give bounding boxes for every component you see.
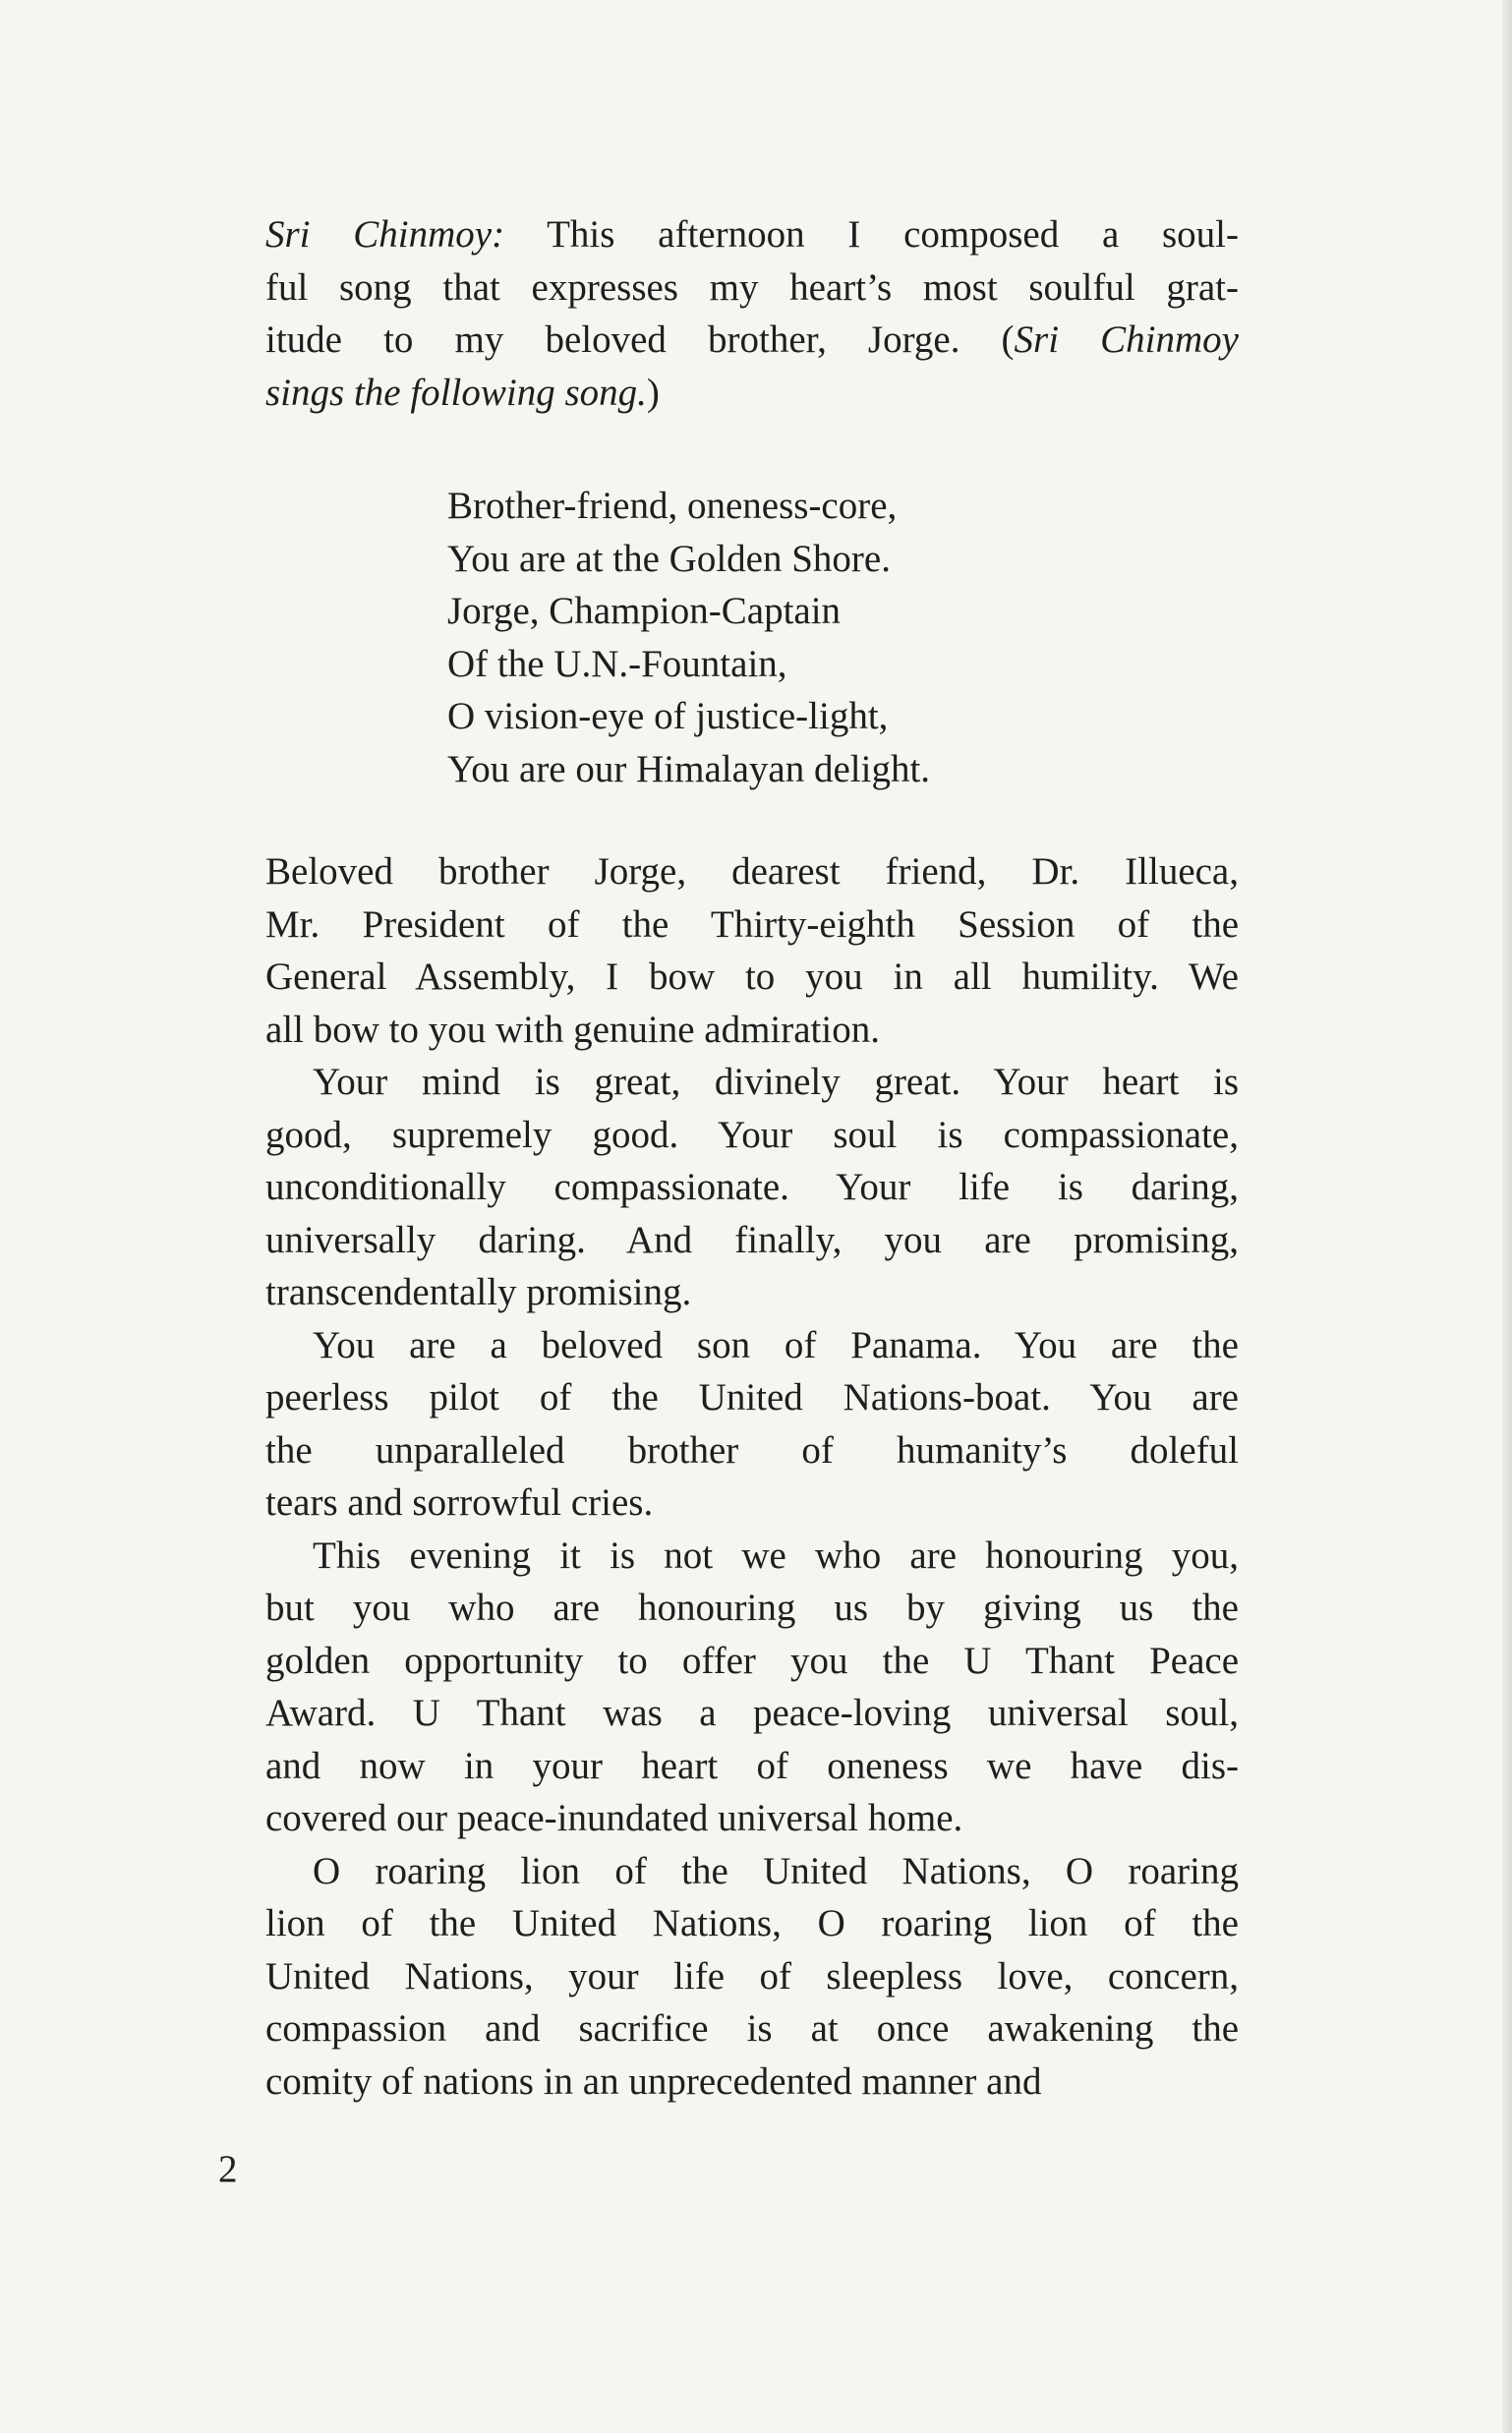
body-paragraph [265,1530,1239,1845]
intro-line-1: Sri Chinmoy: This afternoon I composed a soul- [265,213,1239,256]
body-text [265,845,1239,2108]
paragraph-line: unconditionally compassionate. Your life is daring, [265,1166,1239,1208]
paragraph-line: transcendentally promising. [265,1271,692,1313]
paragraph-line: Beloved brother Jorge, dearest friend, Dr. Illueca, [265,850,1239,893]
verse-line: You are at the Golden Shore. [447,537,891,580]
page-number: 2 [218,2148,238,2190]
paragraph-line: golden opportunity to offer you the U Thant Peace [265,1639,1239,1682]
paragraph-line: good, supremely good. Your soul is compassionate, [265,1113,1239,1156]
paragraph-line: O roaring lion of the United Nations, O roaring [313,1849,1239,1892]
paragraph-line: General Assembly, I bow to you in all humility. We [265,956,1239,998]
song-verse [447,480,930,795]
paragraph-line: Mr. President of the Thirty-eighth Session of the [265,902,1239,946]
paragraph-line: all bow to you with genuine admiration. [265,1008,880,1051]
verse-line: Of the U.N.-Fountain, [447,642,787,685]
verse-line: Brother-friend, oneness-core, [447,485,898,527]
paragraph-line: covered our peace-inundated universal home. [265,1797,963,1839]
body-paragraph [265,1056,1239,1319]
paragraph-line: comity of nations in an unprecedented manner and [265,2059,1042,2103]
paragraph-line: but you who are honouring us by giving us the [265,1587,1239,1629]
body-paragraph [265,1845,1239,2109]
body-paragraph [265,845,1239,1056]
paragraph-line: peerless pilot of the United Nations-boat. You are [265,1376,1239,1419]
paragraph-line: You are a beloved son of Panama. You are the [313,1323,1239,1366]
intro-line-4: sings the following song.) [265,371,660,414]
paragraph-line: United Nations, your life of sleepless love, concern, [265,1954,1239,1998]
verse-line: Jorge, Champion-Captain [447,590,842,632]
intro-line-3: itude to my beloved brother, Jorge. (Sri Chinmoy [265,319,1239,361]
paragraph-line: lion of the United Nations, O roaring lion of the [265,1902,1239,1944]
paragraph-line: Award. U Thant was a peace-loving universal soul, [265,1692,1239,1734]
page-edge [1502,0,1512,2433]
paragraph-line: compassion and sacrifice is at once awakening the [265,2007,1239,2050]
paragraph-line: and now in your heart of oneness we have dis- [265,1744,1239,1787]
paragraph-line: universally daring. And finally, you are promising, [265,1218,1239,1261]
verse-line: O vision-eye of justice-light, [447,695,889,737]
paragraph-line: This evening it is not we who are honouring you, [313,1534,1239,1577]
intro-paragraph [265,208,1239,419]
body-paragraph [265,1319,1239,1530]
verse-line: You are our Himalayan delight. [447,747,931,790]
paragraph-line: the unparalleled brother of humanity’s doleful [265,1428,1239,1472]
speaker-name: Sri Chinmoy: [265,213,505,256]
paragraph-line: tears and sorrowful cries. [265,1481,654,1524]
intro-line-2: ful song that expresses my heart’s most soulful grat- [265,265,1239,309]
paragraph-line: Your mind is great, divinely great. Your heart is [313,1061,1239,1103]
